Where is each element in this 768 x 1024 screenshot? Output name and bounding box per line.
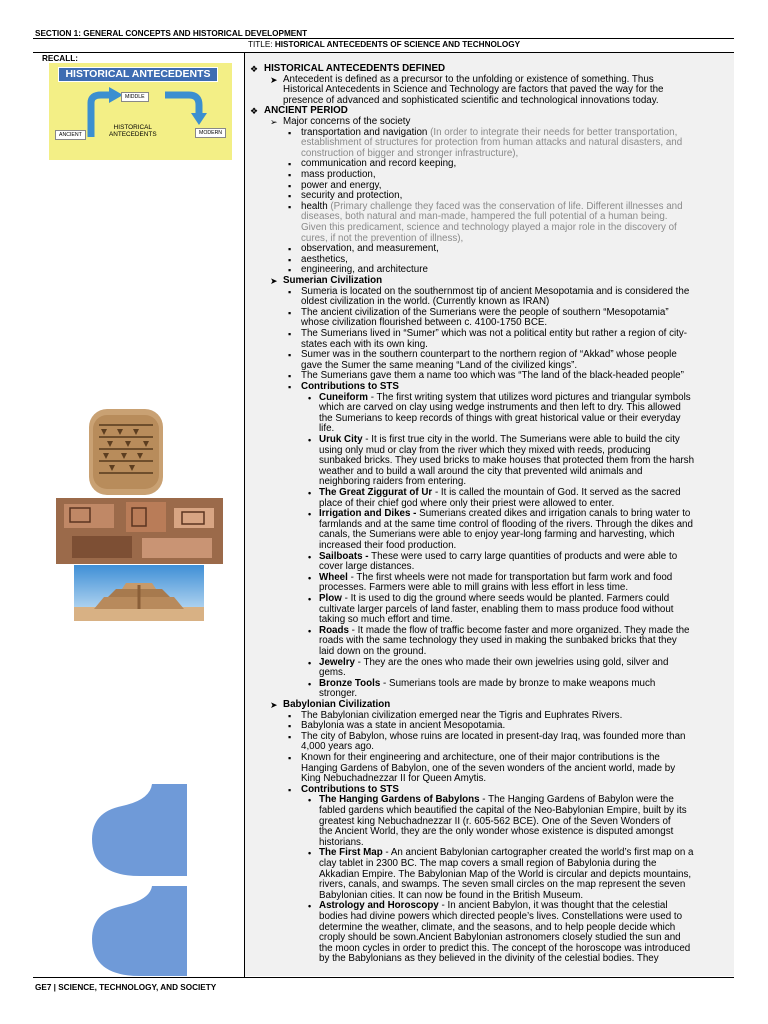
text-line: fabled gardens which beautified the capital of the Neo-Babylonian Empire, built by its [319,805,687,816]
text-line: HISTORICAL ANTECEDENTS DEFINED [264,63,446,74]
decorative-leaf-shape [92,784,188,876]
middle-label: MIDDLE [121,92,149,102]
text-line: neighboring raiders from entering. [319,476,467,488]
text-line: the Ancient World, they are the only wonder whose existence is disputed amongst [319,826,674,838]
text-line: presence of advanced and sophisticated scientific and technological innovations today. [283,94,659,106]
text-line: security and protection, [301,190,403,202]
page-title: TITLE: HISTORICAL ANTECEDENTS OF SCIENCE AND TECHNOLOGY [248,40,521,49]
text-line: establishment of structures for protection from human attacks and natural disasters, and [301,137,683,149]
text-line: Bronze Tools - Sumerians tools are made by bronze to make weapons much [319,677,656,689]
diagram-center-label: HISTORICAL ANTECEDENTS [109,124,157,138]
bullet-icon: • [308,678,312,689]
bullet-icon: ▪ [288,180,292,191]
bullet-icon: ▪ [288,329,292,339]
text-line: health (Primary challenge they faced was the conservation of life. Different illnesses and [301,200,683,212]
recall-label: RECALL: [42,54,78,63]
text-line: The Great Ziggurat of Ur - It is called the mountain of God. It served as the sacred [319,487,681,498]
text-line: King Nebuchadnezzar II for Queen Amytis. [301,773,487,785]
bullet-icon: ❖ [250,64,259,74]
text-line: power and energy, [301,179,382,191]
text-line: Irrigation and Dikes - Sumerians created dikes and irrigation canals to bring water to [319,508,691,520]
cuneiform-tablet-image [87,407,165,497]
bullet-icon: • [308,435,312,445]
text-line: construction of bigger and stronger infrastructure), [301,147,519,159]
bullet-icon: ▪ [288,191,292,202]
text-line: croply should be sown.Ancient Babylonian astronomers closely studied the sun and [319,932,681,944]
historical-antecedents-diagram [49,63,232,160]
bullet-icon: ▪ [288,710,292,721]
text-line: life. [319,423,335,435]
text-line: The ancient civilization of the Sumerians were the people of southern “Mesopotamia” [301,306,669,318]
text-line: processes. Farmers were able to mill grains with less effort in less time. [319,582,629,594]
diagram-title: HISTORICAL ANTECEDENTS [58,67,218,82]
text-line: laid down on the ground. [319,646,427,657]
text-line: communication and record keeping, [301,158,457,170]
bullet-icon: ➤ [270,700,278,710]
uruk-city-image [56,498,223,564]
text-line: Historical Antecedents in Science and Technology are factors that paved the way for the [283,84,664,96]
text-line: Sumer was in the southern counterpart to the northern region of “Akkad” whose people [301,349,677,361]
text-line: engineering, and architecture [301,264,428,276]
bullet-icon: • [308,795,312,806]
text-line: Hanging Gardens of Babylon, one of the seven wonders of the ancient world, made by [301,762,676,774]
text-line: Uruk City - It is first true city in the world. The Sumerians were able to build the city [319,434,680,445]
text-line: whose civilization flourished between c. 4100-1750 BCE. [301,317,548,329]
text-line: farmlands and at the same time control of flooding of the rivers. Through the dikes and [319,518,693,530]
bullet-icon: ▪ [288,721,292,732]
text-line: Babylonian cities. It can now be found in the British Museum. [319,889,584,901]
bullet-icon: • [308,551,312,562]
text-line: greatest king Nebuchadnezzar II (r. 605-562 BCE). One of the Seven Wonders of [319,815,671,827]
text-line: The city of Babylon, whose ruins are located in present-day Iraq, was founded more than [301,730,686,742]
text-line: Cuneiform - The first writing system that utilizes word pictures and triangular symbols [319,391,691,403]
text-line: Plow - It is used to dig the ground where seeds would be planted. Farmers could [319,593,670,604]
text-line: stronger. [319,688,358,700]
bullet-icon: ▪ [288,127,292,138]
text-line: 4,000 years ago. [301,741,374,753]
text-line: Roads - It made the flow of traffic become faster and more organized. They made the [319,624,690,636]
text-line: Known for their engineering and architecture, one of their major contributions is the [301,752,660,763]
text-line: taking so much effort and time. [319,614,453,626]
text-line: The Babylonian civilization emerged near the Tigris and Euphrates Rivers. [301,709,623,721]
text-line: by the Babylonians as they believed in the divinity of the celestial bodies. They [319,953,659,965]
modern-label: MODERN [195,128,226,138]
cycle-arrows-icon [49,63,232,160]
bullet-icon: ▪ [288,244,292,255]
text-line: Antecedent is defined as a precursor to the unfolding or existence of something. Thus [283,73,654,85]
bullet-icon: • [308,657,312,668]
bullet-icon: ▪ [288,307,292,318]
bullet-icon: • [308,488,312,498]
ancient-label: ANCIENT [55,130,86,140]
text-line: Jewelry - They are the ones who made their own jewelries using gold, silver and [319,656,669,668]
text-line: observation, and measurement, [301,243,439,255]
bullet-icon: ▪ [288,350,292,361]
text-line: states each with its own king. [301,338,428,350]
bullet-icon: ➤ [270,276,278,286]
bullet-icon: ➢ [270,117,278,127]
text-line: the Sumerians to keep records of things with great historical value or their everyday [319,412,681,424]
text-line: sunbaked bricks. They used bricks to make houses that protected them from the harsh [319,455,695,467]
text-line: The Sumerians lived in “Sumer” which was not a political entity but rather a region of city- [301,328,688,339]
text-line: gems. [319,667,346,679]
text-line: Major concerns of the society [283,116,411,127]
text-line: The Sumerians gave them a name too which was “The land of the black-headed people” [301,370,684,382]
decorative-leaf-shape-2 [92,886,188,976]
text-line: Contributions to STS [301,783,399,795]
bullet-icon: ▪ [288,753,292,763]
text-line: Sumerian Civilization [283,275,383,286]
text-line: using only mud or clay from the river which they mixed with reeds, producing [319,444,651,456]
text-line: rivers, canals, and swamps. The seven small circles on the map represent the seven [319,879,686,891]
bullet-icon: • [308,625,312,636]
bullet-icon: ▪ [288,170,292,180]
text-line: aesthetics, [301,253,348,265]
text-line: place of their chief god where only their priest were allowed to enter. [319,497,615,509]
bullet-icon: ❖ [250,106,259,117]
text-line: gave the Sumer the same meaning “Land of the civilized kings”. [301,359,578,371]
text-line: Contributions to STS [301,381,399,392]
bullet-icon: ▪ [288,286,292,297]
text-line: The Hanging Gardens of Babylons - The Hanging Gardens of Babylon were the [319,794,674,806]
bullet-icon: ▪ [288,265,292,276]
text-line: cultivate larger parcels of land faster, enabling them to mass produce food without [319,603,674,615]
text-line: Sumeria is located on the southernmost tip of ancient Mesopotamia and is considered the [301,285,690,297]
bullet-icon: ▪ [288,159,292,170]
text-line: determine the weather, climate, and the seasons, and to help people decide which [319,921,676,933]
bullet-icon: • [308,594,312,604]
text-line: oldest civilization in the world. (Currently known as IRAN) [301,296,550,308]
text-line: diseases, both natural and man-made, hampered the full potential of a human being. [301,211,668,223]
text-line: ANCIENT PERIOD [264,105,348,117]
text-line: canals, the Sumerians were able to enjoy year-long farming and harvesting, which [319,529,675,541]
text-line: Babylonian Civilization [283,699,391,710]
text-line: which are carved on clay using wedge instruments and then left to dry. This allowed [319,402,681,414]
ziggurat-image [74,565,204,621]
text-line: Astrology and Horoscopy - In ancient Babylon, it was thought that the celestial [319,900,668,912]
text-line: roads with the same technology they used in making the sunbaked bricks that they [319,635,677,647]
text-line: cover large distances. [319,561,415,573]
bullet-icon: • [308,392,312,403]
bullet-icon: • [308,848,312,859]
text-line: Given this predicament, science and technology played a major role in the discovery of [301,222,677,233]
text-line: the moon cycles in order to predict this. The concept of the horoscope was introduced [319,942,691,954]
bullet-icon: ▪ [288,784,292,795]
bullet-icon: ▪ [288,371,292,382]
text-line: cures, if not the prevention of illness), [301,232,464,244]
section-heading: SECTION 1: GENERAL CONCEPTS AND HISTORICAL DEVELOPMENT [35,29,308,38]
page-footer: GE7 | SCIENCE, TECHNOLOGY, AND SOCIETY [35,983,217,992]
text-line: bodies had divine powers which directed people’s lives. Constellations were used to [319,911,683,922]
bullet-icon: ▪ [288,382,292,392]
bullet-icon: ▪ [288,254,292,265]
text-line: increased their food production. [319,540,457,551]
header-rule [33,38,734,39]
bullet-icon: • [308,509,312,520]
text-line: mass production, [301,169,376,180]
bullet-icon: • [308,572,312,583]
text-line: weather and to build a wall around the city that prevented wild animals and [319,465,643,477]
text-line: Babylonia was a state in ancient Mesopotamia. [301,720,506,732]
bullet-icon: ▪ [288,731,292,742]
text-line: Wheel - The first wheels were not made for transportation but farm work and food [319,571,673,583]
bullet-icon: ▪ [288,201,292,212]
text-line: Sailboats - These were used to carry large quantities of products and were able to [319,550,678,562]
text-line: The First Map - An ancient Babylonian cartographer created the world’s first map on a [319,847,694,859]
bullet-icon: ➤ [270,74,278,85]
text-line: historians. [319,836,364,848]
text-line: Akkadian Empire. The Babylonian Map of the World is circular and depicts mountains, [319,868,692,880]
bullet-icon: • [308,901,312,912]
text-line: clay tablet in 2300 BC. The map covers a small region of Babylonia during the [319,858,657,869]
text-line: transportation and navigation (In order to integrate their needs for better transportation, [301,126,678,138]
